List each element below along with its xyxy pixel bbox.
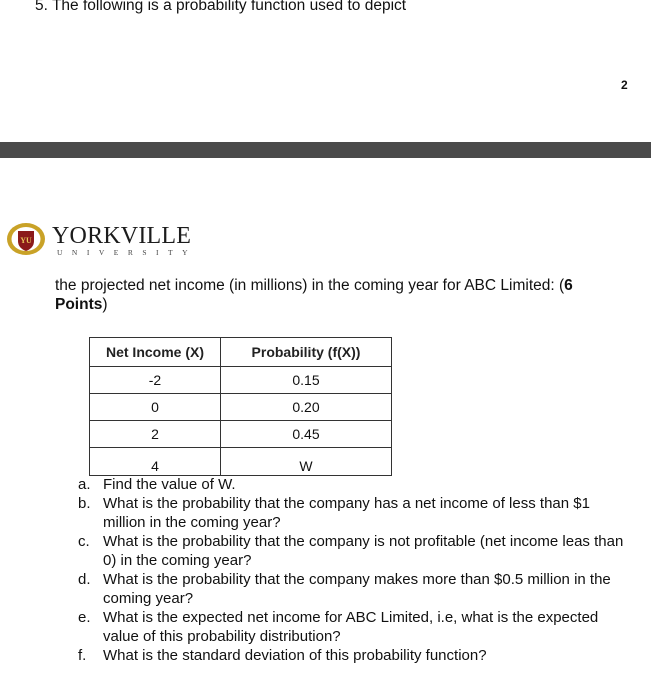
- logo-wordmark: YORKVILLE: [52, 223, 192, 249]
- table-header-row: [90, 338, 392, 367]
- list-item-text: What is the probability that the company makes more than $0.5 million in the coming year?: [103, 571, 611, 607]
- intro-text: the projected net income (in millions) in the coming year for ABC Limited: (: [55, 277, 565, 294]
- list-item: [78, 532, 633, 570]
- table-row: [90, 367, 392, 394]
- question-intro: [55, 276, 625, 314]
- cell-probability: 0.20: [221, 394, 392, 421]
- page-number: 2: [621, 78, 628, 92]
- seal-letters: YU: [20, 236, 32, 245]
- cell-net-income: 2: [90, 421, 221, 448]
- list-item-text: What is the probability that the company is not profitable (net income leas than 0) in the coming year?: [103, 533, 624, 569]
- probability-table: [89, 337, 392, 476]
- question-header: 5. The following is a probability function used to depict: [35, 0, 407, 14]
- cell-net-income: 4: [90, 448, 221, 476]
- list-item-text: Find the value of W.: [103, 476, 236, 493]
- header-probability: Probability (f(X)): [221, 338, 392, 367]
- list-marker: d.: [78, 571, 91, 588]
- cell-probability: 0.45: [221, 421, 392, 448]
- cell-net-income: 0: [90, 394, 221, 421]
- sub-question-list: [78, 475, 633, 665]
- intro-close: ): [102, 296, 108, 313]
- list-item: [78, 646, 633, 665]
- list-marker: f.: [78, 647, 87, 664]
- list-item-text: What is the expected net income for ABC Limited, i.e, what is the expected value of this probability distribution?: [103, 609, 599, 645]
- list-item-text: What is the standard deviation of this probability function?: [103, 647, 487, 664]
- list-marker: b.: [78, 495, 91, 512]
- list-item: [78, 608, 633, 646]
- list-item-text: What is the probability that the company has a net income of less than $1 million in the coming year?: [103, 495, 590, 531]
- list-marker: a.: [78, 476, 91, 493]
- logo-subtitle: UNIVERSITY: [57, 248, 197, 257]
- cell-probability: W: [221, 448, 392, 476]
- university-logo: [6, 222, 196, 262]
- cell-net-income: -2: [90, 367, 221, 394]
- list-marker: e.: [78, 609, 91, 626]
- university-seal-icon: [6, 222, 46, 256]
- list-item: [78, 570, 633, 608]
- page-divider-bar: [0, 142, 651, 158]
- list-item: [78, 475, 633, 494]
- list-item: [78, 494, 633, 532]
- list-marker: c.: [78, 533, 90, 550]
- cell-probability: 0.15: [221, 367, 392, 394]
- header-net-income: Net Income (X): [90, 338, 221, 367]
- table-row: [90, 448, 392, 476]
- table-row: [90, 394, 392, 421]
- intro-points: 6 Points: [55, 277, 573, 313]
- table-row: [90, 421, 392, 448]
